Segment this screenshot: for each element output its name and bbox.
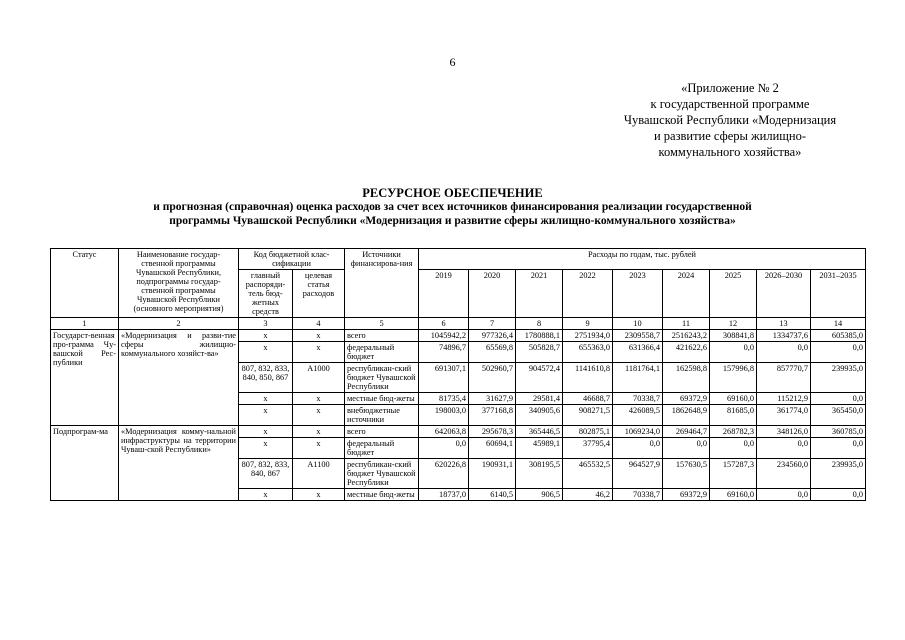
column-number: 2 (119, 318, 239, 330)
expense-value-cell: 365450,0 (811, 405, 866, 426)
expense-value-cell: 81735,4 (419, 393, 469, 405)
funding-source-cell: федеральный бюджет (345, 438, 419, 459)
target-article-cell: x (293, 342, 345, 363)
appendix-line: коммунального хозяйства» (658, 145, 802, 159)
column-number: 10 (613, 318, 663, 330)
expense-value-cell: 802875,1 (563, 426, 613, 438)
title-main: РЕСУРСНОЕ ОБЕСПЕЧЕНИЕ (362, 186, 543, 200)
header-year: 2026–2030 (757, 270, 811, 318)
budget-manager-code-cell: x (239, 426, 293, 438)
budget-manager-code-cell: x (239, 393, 293, 405)
table-row (51, 330, 866, 342)
column-number: 14 (811, 318, 866, 330)
expense-value-cell: 365446,5 (516, 426, 563, 438)
expense-value-cell: 268782,3 (710, 426, 757, 438)
expense-value-cell: 0,0 (757, 342, 811, 363)
funding-source-cell: всего (345, 426, 419, 438)
expense-value-cell: 74896,7 (419, 342, 469, 363)
header-year: 2019 (419, 270, 469, 318)
title-subtitle-line-2: программы Чувашской Республики «Модернизация и развитие сферы жилищно-коммунального хозяйства» (169, 215, 736, 227)
expense-value-cell: 157996,8 (710, 363, 757, 393)
expense-value-cell: 295678,3 (469, 426, 516, 438)
expense-value-cell: 2751934,0 (563, 330, 613, 342)
expense-value-cell: 60694,1 (469, 438, 516, 459)
expense-value-cell: 1181764,1 (613, 363, 663, 393)
expense-value-cell: 0,0 (757, 438, 811, 459)
target-article-cell: x (293, 438, 345, 459)
expense-value-cell: 906,5 (516, 489, 563, 501)
expense-value-cell: 37795,4 (563, 438, 613, 459)
column-number: 3 (239, 318, 293, 330)
expense-value-cell: 642063,8 (419, 426, 469, 438)
expense-value-cell: 239935,0 (811, 459, 866, 489)
expense-value-cell: 977326,4 (469, 330, 516, 342)
program-name-cell: «Модернизация и разви-тие сферы жилищно-коммунального хозяйст-ва» (119, 330, 239, 426)
header-year: 2021 (516, 270, 563, 318)
expense-value-cell: 234560,0 (757, 459, 811, 489)
expense-value-cell: 45989,1 (516, 438, 563, 459)
expense-value-cell: 964527,9 (613, 459, 663, 489)
column-number: 12 (710, 318, 757, 330)
expense-value-cell: 605385,0 (811, 330, 866, 342)
target-article-cell: А1100 (293, 459, 345, 489)
expense-value-cell: 308841,8 (710, 330, 757, 342)
table-row (51, 426, 866, 438)
expense-value-cell: 631366,4 (613, 342, 663, 363)
expense-value-cell: 0,0 (710, 438, 757, 459)
column-number: 4 (293, 318, 345, 330)
expense-value-cell: 0,0 (663, 438, 710, 459)
expense-value-cell: 1862648,9 (663, 405, 710, 426)
expense-value-cell: 904572,4 (516, 363, 563, 393)
appendix-line: и развитие сферы жилищно- (653, 129, 807, 143)
expense-value-cell: 377168,8 (469, 405, 516, 426)
expense-value-cell: 70338,7 (613, 489, 663, 501)
column-number: 1 (51, 318, 119, 330)
expense-value-cell: 360785,0 (811, 426, 866, 438)
expense-value-cell: 421622,6 (663, 342, 710, 363)
appendix-line: Чувашской Республики «Модернизация (623, 113, 837, 127)
expense-value-cell: 70338,7 (613, 393, 663, 405)
budget-manager-code-cell: 807, 832, 833, 840, 850, 867 (239, 363, 293, 393)
budget-manager-code-cell: x (239, 489, 293, 501)
expense-value-cell: 269464,7 (663, 426, 710, 438)
expense-value-cell: 2309558,7 (613, 330, 663, 342)
expense-value-cell: 162598,8 (663, 363, 710, 393)
expense-value-cell: 857770,7 (757, 363, 811, 393)
header-year: 2025 (710, 270, 757, 318)
header-name: Наименование государ-ственной программы Чувашской Республики, подпрограммы государ-ственной программы Чувашской Республики (основного мероприятия) (119, 249, 239, 318)
budget-manager-code-cell: x (239, 330, 293, 342)
header-year: 2031–2035 (811, 270, 866, 318)
expense-value-cell: 190931,1 (469, 459, 516, 489)
table-body (51, 330, 866, 501)
funding-source-cell: внебюджетные источники (345, 405, 419, 426)
expense-value-cell: 1045942,2 (419, 330, 469, 342)
header-year: 2022 (563, 270, 613, 318)
expense-value-cell: 0,0 (811, 489, 866, 501)
funding-source-cell: федеральный бюджет (345, 342, 419, 363)
funding-source-cell: всего (345, 330, 419, 342)
column-number: 8 (516, 318, 563, 330)
column-number: 6 (419, 318, 469, 330)
expense-value-cell: 0,0 (811, 438, 866, 459)
header-budget-code: Код бюджетной клас-сификации (239, 249, 345, 270)
header-expenses: Расходы по годам, тыс. рублей (419, 249, 866, 270)
expense-value-cell: 69160,0 (710, 489, 757, 501)
expense-value-cell: 505828,7 (516, 342, 563, 363)
expense-value-cell: 0,0 (811, 342, 866, 363)
expense-value-cell: 6140,5 (469, 489, 516, 501)
expense-value-cell: 69372,9 (663, 393, 710, 405)
target-article-cell: x (293, 405, 345, 426)
appendix-note (590, 80, 870, 160)
expense-value-cell: 29581,4 (516, 393, 563, 405)
expense-value-cell: 198003,0 (419, 405, 469, 426)
funding-source-cell: местные бюд-жеты (345, 489, 419, 501)
column-number: 5 (345, 318, 419, 330)
header-year: 2020 (469, 270, 516, 318)
budget-manager-code-cell: x (239, 342, 293, 363)
expense-value-cell: 46688,7 (563, 393, 613, 405)
expense-value-cell: 348126,0 (757, 426, 811, 438)
expense-value-cell: 18737,0 (419, 489, 469, 501)
column-number: 9 (563, 318, 613, 330)
expense-value-cell: 361774,0 (757, 405, 811, 426)
title-subtitle-line-1: и прогнозная (справочная) оценка расходов за счет всех источников финансирования реализации государственной (153, 201, 752, 213)
target-article-cell: x (293, 489, 345, 501)
expense-value-cell: 620226,8 (419, 459, 469, 489)
funding-source-cell: республикан-ский бюджет Чувашской Республики (345, 363, 419, 393)
budget-manager-code-cell: x (239, 438, 293, 459)
expense-value-cell: 115212,9 (757, 393, 811, 405)
expense-value-cell: 157630,5 (663, 459, 710, 489)
budget-manager-code-cell: 807, 832, 833, 840, 867 (239, 459, 293, 489)
expense-value-cell: 46,2 (563, 489, 613, 501)
expense-value-cell: 691307,1 (419, 363, 469, 393)
expense-value-cell: 308195,5 (516, 459, 563, 489)
resource-table (50, 248, 866, 501)
column-number: 13 (757, 318, 811, 330)
status-cell: Подпрограм-ма (51, 426, 119, 501)
expense-value-cell: 2516243,2 (663, 330, 710, 342)
budget-manager-code-cell: x (239, 405, 293, 426)
expense-value-cell: 1334737,6 (757, 330, 811, 342)
column-number: 7 (469, 318, 516, 330)
funding-source-cell: республикан-ский бюджет Чувашской Республики (345, 459, 419, 489)
header-year: 2023 (613, 270, 663, 318)
expense-value-cell: 69160,0 (710, 393, 757, 405)
funding-source-cell: местные бюд-жеты (345, 393, 419, 405)
expense-value-cell: 157287,3 (710, 459, 757, 489)
expense-value-cell: 1141610,8 (563, 363, 613, 393)
document-title (40, 186, 865, 228)
expense-value-cell: 65569,8 (469, 342, 516, 363)
expense-value-cell: 0,0 (757, 489, 811, 501)
expense-value-cell: 0,0 (710, 342, 757, 363)
appendix-line: «Приложение № 2 (681, 81, 779, 95)
expense-value-cell: 340905,6 (516, 405, 563, 426)
header-main-manager: главный распоряди-тель бюд-жетных средств (239, 270, 293, 318)
target-article-cell: x (293, 393, 345, 405)
expense-value-cell: 655363,0 (563, 342, 613, 363)
expense-value-cell: 69372,9 (663, 489, 710, 501)
header-status: Статус (51, 249, 119, 318)
status-cell: Государст-венная про-грамма Чу-вашской Рес-публики (51, 330, 119, 426)
expense-value-cell: 502960,7 (469, 363, 516, 393)
expense-value-cell: 426089,5 (613, 405, 663, 426)
expense-value-cell: 0,0 (811, 393, 866, 405)
expense-value-cell: 908271,5 (563, 405, 613, 426)
header-target-article: целевая статья расходов (293, 270, 345, 318)
target-article-cell: А1000 (293, 363, 345, 393)
expense-value-cell: 81685,0 (710, 405, 757, 426)
page-number: 6 (449, 55, 456, 69)
target-article-cell: x (293, 426, 345, 438)
appendix-line: к государственной программе (650, 97, 810, 111)
target-article-cell: x (293, 330, 345, 342)
expense-value-cell: 239935,0 (811, 363, 866, 393)
expense-value-cell: 1069234,0 (613, 426, 663, 438)
program-name-cell: «Модернизация комму-нальной инфраструктуры на территории Чуваш-ской Республики» (119, 426, 239, 501)
expense-value-cell: 1780888,1 (516, 330, 563, 342)
column-number: 11 (663, 318, 710, 330)
expense-value-cell: 465532,5 (563, 459, 613, 489)
expense-value-cell: 31627,9 (469, 393, 516, 405)
expense-value-cell: 0,0 (419, 438, 469, 459)
expense-value-cell: 0,0 (613, 438, 663, 459)
header-year: 2024 (663, 270, 710, 318)
column-number-row (51, 318, 866, 330)
header-sources: Источники финансирова-ния (345, 249, 419, 318)
